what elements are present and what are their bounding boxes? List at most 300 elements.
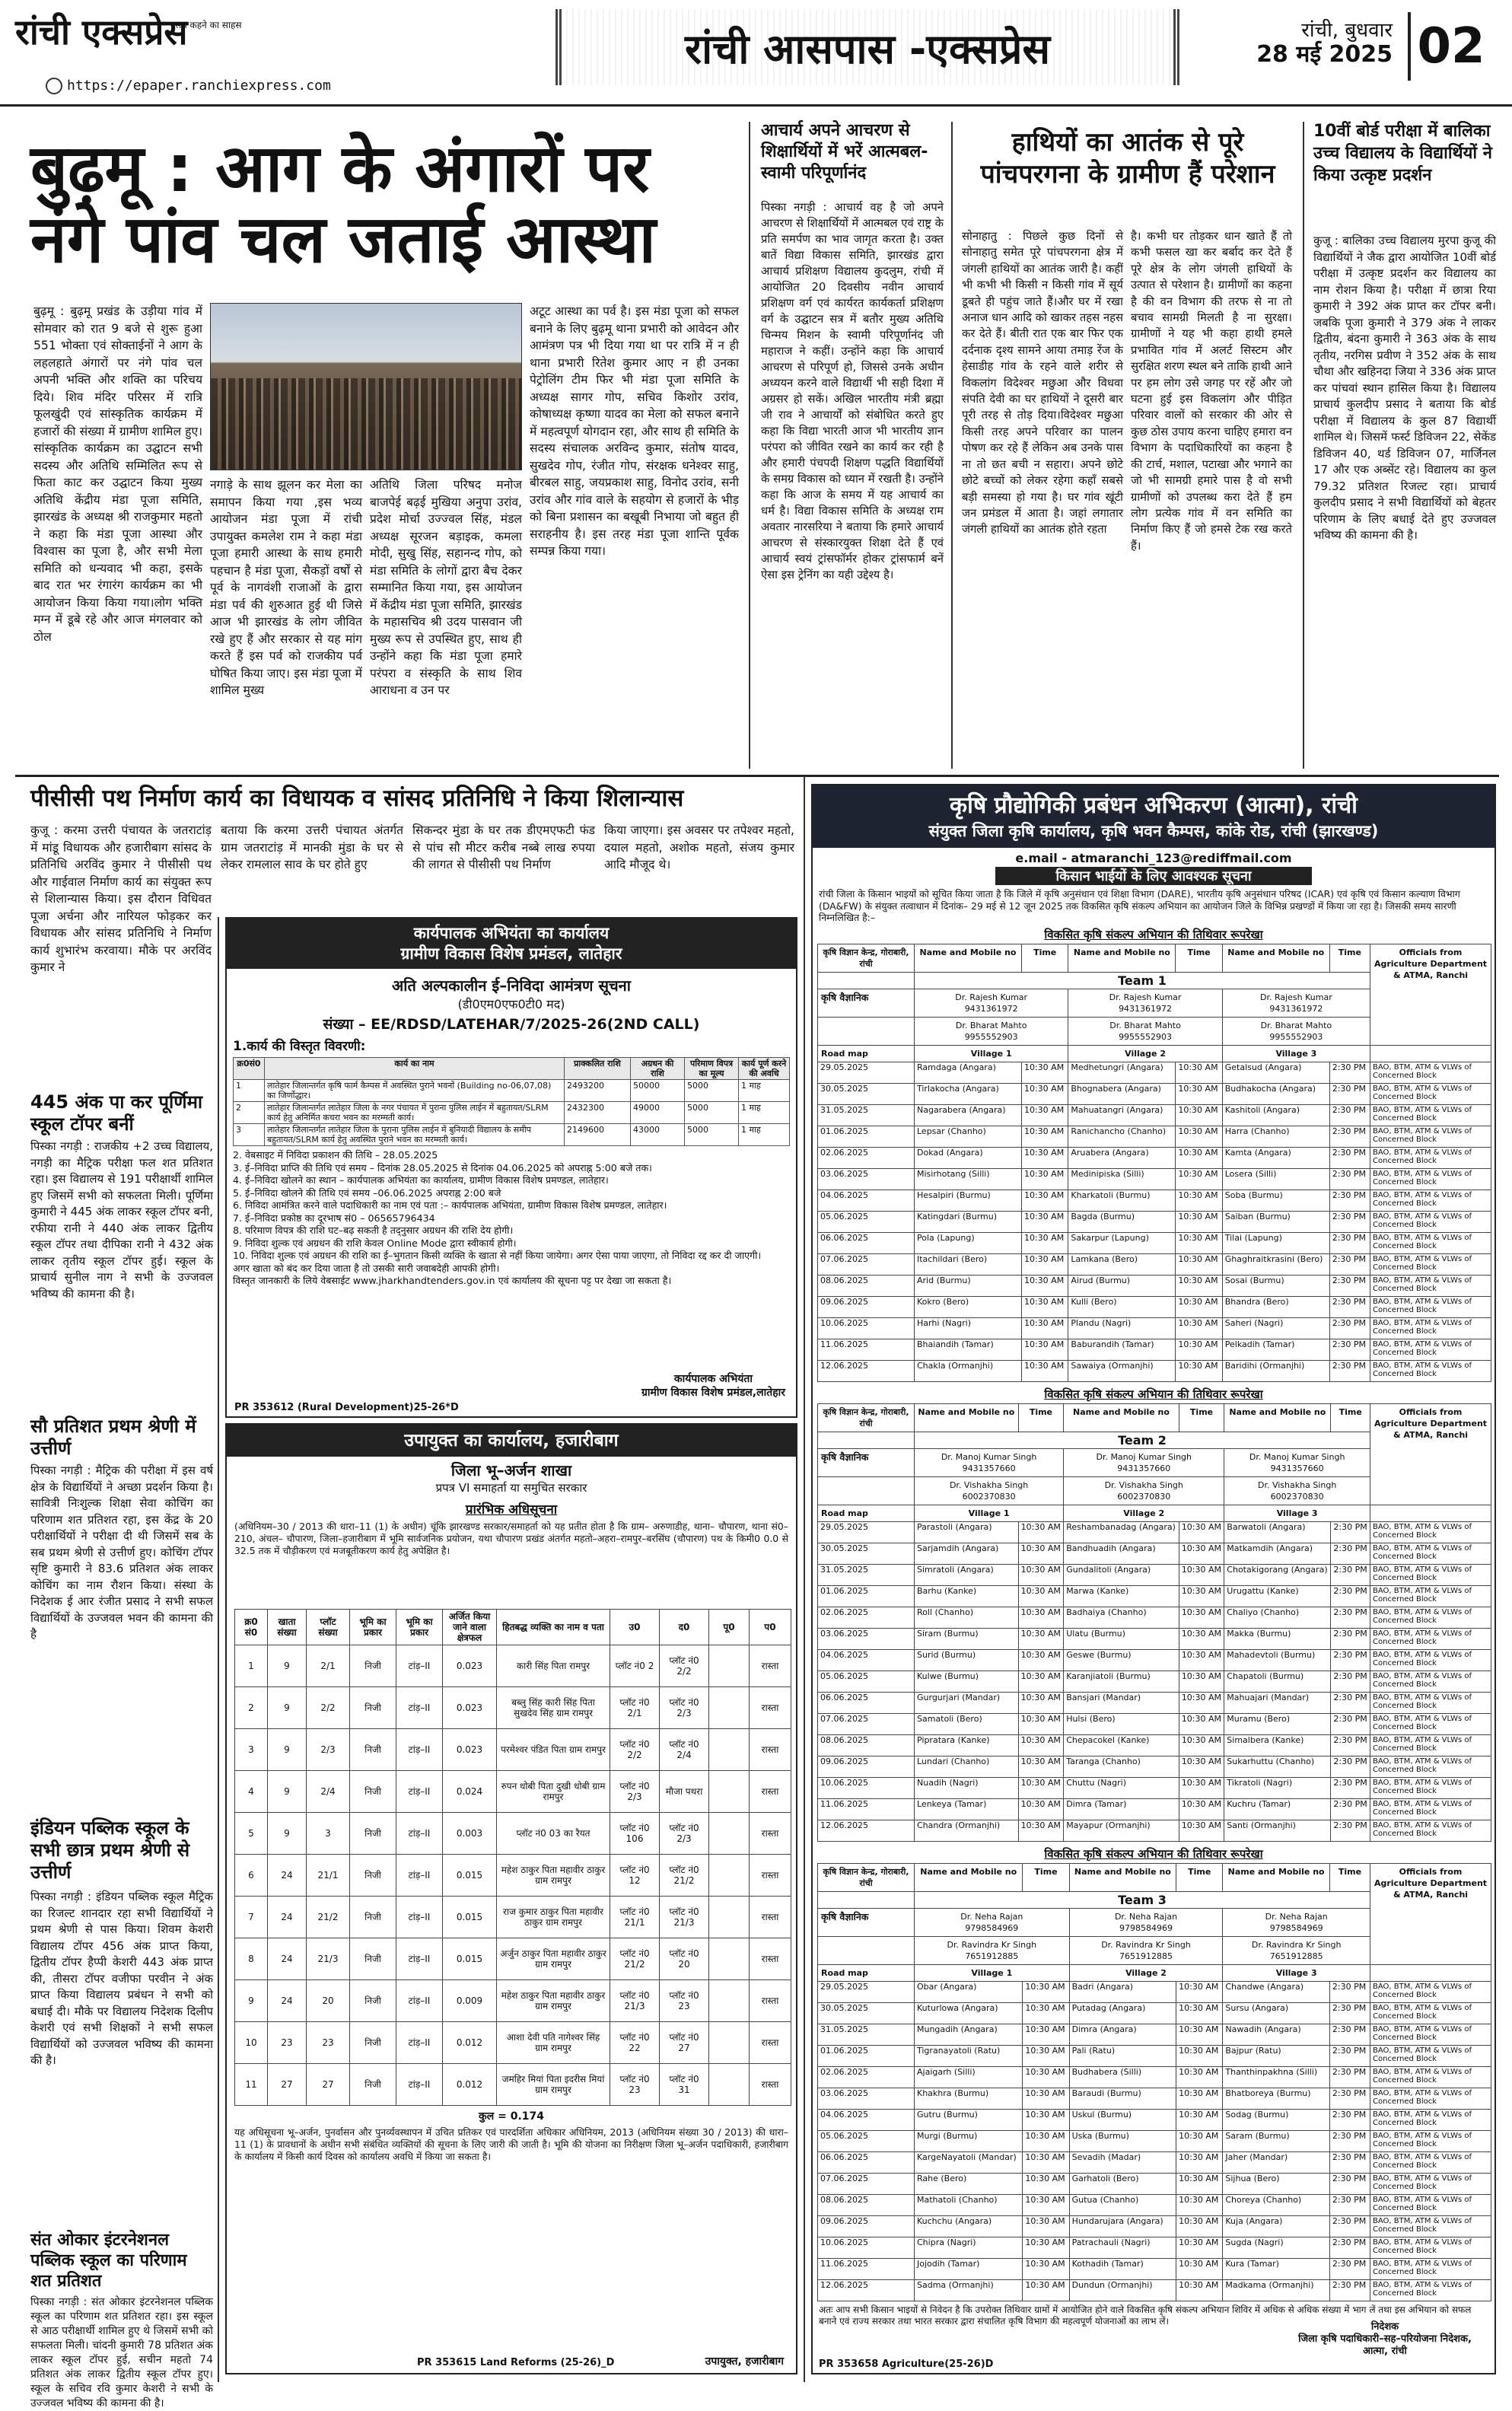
cell: 2:30 PM bbox=[1331, 1798, 1370, 1820]
cell: BAO, BTM, ATM & VLWs of Concerned Block bbox=[1370, 1317, 1491, 1339]
cell: BAO, BTM, ATM & VLWs of Concerned Block bbox=[1370, 2258, 1491, 2279]
cell: 06.06.2025 bbox=[818, 1232, 915, 1253]
cell: Matkamdih (Angara) bbox=[1224, 1543, 1331, 1564]
cell: Gutua (Chanho) bbox=[1069, 2194, 1176, 2215]
cell: Lamkana (Bero) bbox=[1068, 1253, 1176, 1275]
cell: 5 bbox=[235, 1813, 268, 1855]
cell: 0.023 bbox=[443, 1645, 497, 1687]
cell: Name and Mobile no bbox=[1223, 1863, 1330, 1891]
land-rows bbox=[235, 1645, 791, 2106]
atma-title: कृषि प्रौद्योगिकी प्रबंधन अभिकरण (आत्मा), रांची bbox=[950, 792, 1358, 819]
cell: Khakhra (Burmu) bbox=[915, 2088, 1023, 2109]
cell: BAO, BTM, ATM & VLWs of Concerned Block bbox=[1370, 1628, 1491, 1649]
cell: Nawadih (Angara) bbox=[1223, 2024, 1330, 2045]
cell: 10.06.2025 bbox=[818, 1317, 915, 1339]
cell: Gutru (Burmu) bbox=[915, 2109, 1023, 2130]
scientist-phone: 7651912885 bbox=[1119, 1951, 1173, 1961]
cell: Simratoli (Angara) bbox=[915, 1564, 1019, 1585]
table-row bbox=[818, 1317, 1491, 1339]
cell bbox=[709, 2064, 750, 2106]
column-divider bbox=[804, 776, 805, 2382]
cell: 10:30 AM bbox=[1176, 2066, 1223, 2088]
cell: Time bbox=[1179, 1403, 1224, 1432]
cell: 10:30 AM bbox=[1179, 1564, 1224, 1585]
cell: प्लॉट नं0 2/4 bbox=[660, 1729, 709, 1771]
scientist-name: Dr. Bharat Mahto bbox=[1109, 1020, 1181, 1030]
cell: कृषि विज्ञान केन्द्र, गोराबारी, रांची bbox=[818, 1863, 915, 1891]
cell: 07.06.2025 bbox=[818, 1253, 915, 1275]
table-row bbox=[818, 1863, 1491, 1891]
table-row bbox=[818, 2173, 1491, 2194]
aacharya-body: पिस्का नगड़ी : आचार्य वह है जो अपने आचरण से शिक्षार्थियों में आत्मबल एवं राष्ट्र के प्रति समर्पण का भाव जागृत करता है। उक्त बातें विद्या विकास समिति, झारखंड द्वारा आचार्य प्रशिक्षण विद्यालय कुदलुम, रांची में आयोजित 20 दिवसीय नवीन आचार्य प्रशिक्षण वर्ग एवं कार्यरत कार्यकर्ता प्रशिक्षण वर्ग के उद्घाटन सत्र में बतौर मुख्य अतिथि चिन्मय मिशन के स्वामी परिपूर्णानंद जी महाराज ने कहीं। उन्होंने कहा कि आचार्य आचरण से परिपूर्ण हो, जिससे उनके अधीन अध्ययन करने वाले विद्यार्थी भी सही दिशा में अग्रसर हो सकें। अखिल भारतीय मंत्री ब्रह्मा जी राव ने आचार्यों को संबोधित करते हुए कहा कि विद्या भारती आज भी भारतीय ज्ञान परंपरा को जीवित रखने का कार्य कर रही है और हमारी पंचपदी शिक्षण पद्धति विद्यार्थियों के समग्र विकास को ध्यान में रखती है। उन्होंने कहा कि आज के समय में यह आचार्य का धर्म है। विद्या विकास समिति के अध्यक्ष राम अवतार नारसरिया ने बताया कि हमारे आचार्य आचरण से संस्कारयुक्त शिक्षा देते हैं एवं आचार्य स्वयं ट्रांसफॉर्मर होकर ट्रांसफार्म बनें ऐसा इस ट्रेनिंग का यही उद्देश्य है। bbox=[761, 201, 944, 581]
cell: 30.05.2025 bbox=[818, 1543, 915, 1564]
cell: 24 bbox=[268, 1980, 307, 2022]
table-row bbox=[818, 1403, 1491, 1432]
table-row bbox=[818, 1253, 1491, 1275]
cell: Choreya (Chanho) bbox=[1223, 2194, 1330, 2215]
cell: 10:30 AM bbox=[1179, 1585, 1224, 1607]
cell: BAO, BTM, ATM & VLWs of Concerned Block bbox=[1370, 1360, 1491, 1381]
cell: Medinipiska (Silli) bbox=[1068, 1168, 1176, 1190]
cell: Hundarujara (Angara) bbox=[1069, 2215, 1176, 2237]
cell: 20 bbox=[307, 1980, 350, 2022]
cell: 10:30 AM bbox=[1021, 1062, 1068, 1083]
cell: 2/4 bbox=[307, 1771, 350, 1813]
cell: 10:30 AM bbox=[1021, 1360, 1068, 1381]
cell: 10:30 AM bbox=[1018, 1671, 1064, 1692]
cell: Bhaiandih (Tamar) bbox=[915, 1339, 1022, 1360]
cell: BAO, BTM, ATM & VLWs of Concerned Block bbox=[1370, 1756, 1491, 1777]
tender-col: अग्रधन की राशि bbox=[631, 1058, 685, 1080]
cell: 2:30 PM bbox=[1329, 1981, 1370, 2002]
cell: 2149600 bbox=[565, 1124, 631, 1146]
cell: 10:30 AM bbox=[1021, 1275, 1068, 1296]
tender-office: कार्यपालक अभियंता का कार्यालय bbox=[413, 924, 610, 942]
cell: 10:30 AM bbox=[1023, 2024, 1069, 2045]
land-form: प्रपत्र VI समाहर्ता या समुचित सरकार bbox=[435, 1481, 587, 1495]
cell: Mungadih (Angara) bbox=[915, 2024, 1023, 2045]
table-row bbox=[818, 1628, 1491, 1649]
tender-col: कार्य पूर्ण करने की अवधि bbox=[739, 1058, 790, 1080]
cell: 29.05.2025 bbox=[818, 1062, 915, 1083]
cell: Chaliyo (Chanho) bbox=[1224, 1607, 1331, 1628]
cell: 2:30 PM bbox=[1329, 1104, 1370, 1126]
cell: 0.003 bbox=[443, 1813, 497, 1855]
cell: Soba (Burmu) bbox=[1222, 1190, 1329, 1211]
cell: Saiban (Burmu) bbox=[1222, 1211, 1329, 1232]
cell: Chuttu (Nagri) bbox=[1064, 1777, 1179, 1798]
cell: टांड़–II bbox=[396, 1938, 443, 1980]
tender-table bbox=[233, 1057, 790, 1146]
cell: 10:30 AM bbox=[1021, 1126, 1068, 1147]
table-row bbox=[234, 1124, 790, 1146]
cell: Surid (Burmu) bbox=[915, 1649, 1019, 1671]
cell: BAO, BTM, ATM & VLWs of Concerned Block bbox=[1370, 2194, 1491, 2215]
cell: प्लॉट नं0 2/3 bbox=[610, 1771, 660, 1813]
cell: 10:30 AM bbox=[1021, 1253, 1068, 1275]
cell bbox=[1223, 1936, 1370, 1964]
land-col: द0 bbox=[660, 1610, 709, 1645]
cell: 21/3 bbox=[307, 1938, 350, 1980]
cell: 10:30 AM bbox=[1176, 1062, 1222, 1083]
cell: निजी bbox=[350, 1938, 396, 1980]
cell: 2:30 PM bbox=[1329, 1339, 1370, 1360]
table-row bbox=[818, 2151, 1491, 2173]
cell: BAO, BTM, ATM & VLWs of Concerned Block bbox=[1370, 1275, 1491, 1296]
cell: प्लॉट नं0 2/3 bbox=[660, 1687, 709, 1729]
atma-notice bbox=[811, 784, 1496, 2374]
scientist-phone: 9955552903 bbox=[964, 1031, 1018, 1042]
first-div-headline[interactable]: सौ प्रतिशत प्रथम श्रेणी में उत्तीर्ण bbox=[30, 1416, 196, 1459]
atma-notice-title: किसान भाईयों के लिए आवश्यक सूचना bbox=[995, 867, 1312, 885]
cell: टांड़–II bbox=[396, 2064, 443, 2106]
cell: 03.06.2025 bbox=[818, 1628, 915, 1649]
cell: BAO, BTM, ATM & VLWs of Concerned Block bbox=[1370, 1253, 1491, 1275]
cell: 2:30 PM bbox=[1329, 1062, 1370, 1083]
cell: बब्लु सिंह कारी सिंह पिता सुखदेव सिंह ग्राम रामपुर bbox=[497, 1687, 610, 1729]
cell bbox=[709, 1729, 750, 1771]
cell: Nagarabera (Angara) bbox=[915, 1104, 1022, 1126]
cell: BAO, BTM, ATM & VLWs of Concerned Block bbox=[1370, 1692, 1491, 1713]
cell: 10:30 AM bbox=[1023, 2237, 1069, 2258]
cell: रास्ता bbox=[750, 1897, 791, 1938]
cell: BAO, BTM, ATM & VLWs of Concerned Block bbox=[1370, 2173, 1491, 2194]
cell: 10:30 AM bbox=[1176, 2130, 1223, 2151]
cell: Time bbox=[1176, 944, 1222, 972]
cell: Kharkatoli (Burmu) bbox=[1068, 1190, 1176, 1211]
cell: 9 bbox=[268, 1813, 307, 1855]
sant-onkar-headline[interactable]: संत ओकार इंटरनेशनल पब्लिक स्कूल का परिणाम शत प्रतिशत bbox=[30, 2231, 187, 2291]
table-row bbox=[818, 2088, 1491, 2109]
cell: Kothadih (Tamar) bbox=[1069, 2258, 1176, 2279]
cell: BAO, BTM, ATM & VLWs of Concerned Block bbox=[1370, 1126, 1491, 1147]
cell: 10:30 AM bbox=[1179, 1521, 1224, 1543]
table-row bbox=[818, 2066, 1491, 2088]
cell: Team 3 bbox=[915, 1891, 1370, 1908]
cell: प्लॉट नं0 106 bbox=[610, 1813, 660, 1855]
cell: Murgi (Burmu) bbox=[915, 2130, 1023, 2151]
land-col: खाता संख्या bbox=[268, 1610, 307, 1645]
tender-sign-1: कार्यपालक अभियंता bbox=[673, 1373, 753, 1385]
cell: 10:30 AM bbox=[1176, 2173, 1223, 2194]
cell: 10:30 AM bbox=[1018, 1756, 1064, 1777]
cell: 5000 bbox=[685, 1080, 739, 1102]
cell: 02.06.2025 bbox=[818, 1147, 915, 1168]
cell bbox=[818, 1936, 915, 1964]
cell: Kamta (Angara) bbox=[1222, 1147, 1329, 1168]
cell: 10:30 AM bbox=[1176, 1104, 1222, 1126]
cell: Losera (Silli) bbox=[1222, 1168, 1329, 1190]
cell: कारी सिंह पिता रामपुर bbox=[497, 1645, 610, 1687]
cell: 9 bbox=[268, 1771, 307, 1813]
cell: Patrachauli (Nagri) bbox=[1069, 2237, 1176, 2258]
cell: Bhandra (Bero) bbox=[1222, 1296, 1329, 1317]
cell: BAO, BTM, ATM & VLWs of Concerned Block bbox=[1370, 1585, 1491, 1607]
land-col: भूमि का प्रकार bbox=[396, 1610, 443, 1645]
cell: Village 3 bbox=[1222, 1045, 1370, 1062]
cell bbox=[818, 972, 915, 989]
schedule-title: विकसित कृषि संकल्प अभियान की तिथिवार रूपरेखा bbox=[1044, 1387, 1263, 1401]
cell: 29.05.2025 bbox=[818, 1521, 915, 1543]
land-col: पू0 bbox=[709, 1610, 750, 1645]
table-row bbox=[818, 2258, 1491, 2279]
cell: Road map bbox=[818, 1964, 915, 1981]
scientist-name: Dr. Bharat Mahto bbox=[955, 1020, 1027, 1030]
tender-item: 7. ई–निविदा प्रकोष्ठ का दूरभाष सं0 – 06565796434 bbox=[233, 1212, 435, 1224]
cell: 2:30 PM bbox=[1329, 1168, 1370, 1190]
cell: Name and Mobile no bbox=[1224, 1403, 1331, 1432]
land-title: प्रारंभिक अधिसूचना bbox=[465, 1502, 558, 1518]
scientist-name: Dr. Manoj Kumar Singh bbox=[1096, 1451, 1192, 1462]
cell: Tikratoli (Nagri) bbox=[1224, 1777, 1331, 1798]
cell: 0.012 bbox=[443, 2022, 497, 2064]
cell: Gurgurjari (Mandar) bbox=[915, 1692, 1019, 1713]
table-row bbox=[818, 1083, 1491, 1104]
cell: रुपन धोबी पिता दुखी धोबी ग्राम रामपुर bbox=[497, 1771, 610, 1813]
cell: कृषि विज्ञान केन्द्र, गोराबारी, रांची bbox=[818, 944, 915, 972]
cell: Village 2 bbox=[1068, 1045, 1222, 1062]
cell: Ramdaga (Angara) bbox=[915, 1062, 1022, 1083]
cell: 09.06.2025 bbox=[818, 2215, 915, 2237]
cell: Samatoli (Bero) bbox=[915, 1713, 1019, 1734]
table-row bbox=[818, 1232, 1491, 1253]
cell: 2/3 bbox=[307, 1729, 350, 1771]
scientist-name: Dr. Vishakha Singh bbox=[1257, 1479, 1337, 1490]
table-row bbox=[235, 1980, 791, 2022]
cell: 10:30 AM bbox=[1021, 1083, 1068, 1104]
cell bbox=[818, 1891, 915, 1908]
cell: Itachildari (Bero) bbox=[915, 1253, 1022, 1275]
cell: निजी bbox=[350, 1813, 396, 1855]
cell: 10:30 AM bbox=[1023, 2045, 1069, 2066]
pcc-headline[interactable]: पीसीसी पथ निर्माण कार्य का विधायक व सांसद प्रतिनिधि ने किया शिलान्यास bbox=[30, 785, 684, 812]
table-row bbox=[235, 1855, 791, 1897]
cell: 08.06.2025 bbox=[818, 1734, 915, 1756]
cell: Sevadih (Madar) bbox=[1069, 2151, 1176, 2173]
scientist-name: Dr. Manoj Kumar Singh bbox=[941, 1451, 1037, 1462]
cell: 9 bbox=[268, 1687, 307, 1729]
cell: 10:30 AM bbox=[1176, 2024, 1223, 2045]
cell: परमेश्वर पंडित पिता ग्राम रामपुर bbox=[497, 1729, 610, 1771]
cell: Mahadevtoli (Burmu) bbox=[1224, 1649, 1331, 1671]
cell: 10:30 AM bbox=[1021, 1296, 1068, 1317]
topper-story-headline[interactable]: 445 अंक पा कर पूर्णिमा स्कूल टॉपर बनीं bbox=[30, 1091, 203, 1135]
cell: Hulsi (Bero) bbox=[1064, 1713, 1179, 1734]
lead-col-2: नगाड़े के साथ झूलन कर मेला का समापन किया गया ,इस भव्य आयोजन मंडा पूजा में रांची उपायुक्त कमलेश राम ने कहा मंडा पूजा हमारी आस्था के साथ हमारी पहचान है मंडा पूजा, सैकड़ों वर्षों से पूर्व के नागवंशी राजाओं के द्वारा मंडा पर्व की शुरुआत हुई थी जिसे आज भी झारखंड के लोग जीवित रखे हुए हैं और सरकार से यह मांग करते हैं इस पर्व को राजकीय पर्व घोषित किया जाए। इस मंडा पूजा में शामिल मुख्य bbox=[210, 478, 362, 697]
scientist-phone: 7651912885 bbox=[965, 1951, 1019, 1961]
cell: 04.06.2025 bbox=[818, 2109, 915, 2130]
cell: 29.05.2025 bbox=[818, 1981, 915, 2002]
cell: Village 3 bbox=[1223, 1964, 1370, 1981]
cell: Barwatoli (Angara) bbox=[1224, 1521, 1331, 1543]
cell: Dimra (Angara) bbox=[1069, 2024, 1176, 2045]
cell: Urugattu (Kanke) bbox=[1224, 1585, 1331, 1607]
cell bbox=[1064, 1448, 1224, 1476]
cell: BAO, BTM, ATM & VLWs of Concerned Block bbox=[1370, 2215, 1491, 2237]
cell: 01.06.2025 bbox=[818, 1585, 915, 1607]
cell: 10:30 AM bbox=[1176, 2151, 1223, 2173]
cell: 10:30 AM bbox=[1023, 1981, 1069, 2002]
cell: 2/1 bbox=[307, 1645, 350, 1687]
cell: प्लॉट नं0 2 bbox=[610, 1645, 660, 1687]
cell: 2 bbox=[235, 1687, 268, 1729]
cell: प्लॉट नं0 03 का रैयत bbox=[497, 1813, 610, 1855]
cell: BAO, BTM, ATM & VLWs of Concerned Block bbox=[1370, 2151, 1491, 2173]
cell: Kuchru (Tamar) bbox=[1224, 1798, 1331, 1820]
cell: 10:30 AM bbox=[1021, 1232, 1068, 1253]
table-row bbox=[818, 2024, 1491, 2045]
aacharya-headline[interactable]: आचार्य अपने आचरण से शिक्षार्थियों में भरें आत्मबल- स्वामी परिपूर्णानंद bbox=[761, 121, 928, 183]
cell: Uska (Burmu) bbox=[1069, 2130, 1176, 2151]
table-row bbox=[235, 1687, 791, 1729]
indian-public-headline[interactable]: इंडियन पब्लिक स्कूल के सभी छात्र प्रथम श्रेणी से उत्तीर्ण bbox=[30, 1817, 190, 1883]
cell: 08.06.2025 bbox=[818, 2194, 915, 2215]
cell: 10:30 AM bbox=[1176, 1339, 1222, 1360]
cell: Lepsar (Chanho) bbox=[915, 1126, 1022, 1147]
cell bbox=[915, 1908, 1070, 1936]
cell: Madkama (Ormanjhi) bbox=[1223, 2279, 1330, 2301]
cell bbox=[915, 1936, 1070, 1964]
lead-headline[interactable] bbox=[30, 131, 753, 278]
cell: Village 3 bbox=[1224, 1505, 1370, 1521]
cell: प्लॉट नं0 23 bbox=[660, 1980, 709, 2022]
cell: Officials from Agriculture Department & ATMA, Ranchi bbox=[1370, 1403, 1491, 1505]
cell: 2:30 PM bbox=[1329, 1253, 1370, 1275]
cell: कृषि विज्ञान केन्द्र, गोराबारी, रांची bbox=[818, 1403, 915, 1432]
cell: 30.05.2025 bbox=[818, 1083, 915, 1104]
cell: 7 bbox=[235, 1897, 268, 1938]
scientist-name: Dr. Bharat Mahto bbox=[1260, 1020, 1332, 1030]
indian-public-body: पिस्का नगड़ी : इंडियन पब्लिक स्कूल मैट्रिक का रिजल्ट शानदार रहा सभी विद्यार्थियों ने प्रथम श्रेणी से पास किया। शिवम केशरी विद्यालय टॉपर 456 अंक प्राप्त किया, द्वितीय टॉपर हैप्पी केशरी 443 अंक प्राप्त की, तीसरा टॉपर वजीफा परवीन ने अंक प्राप्त किया विद्यालय प्रबंधन ने सभी को बधाई दी। मौके पर विद्यालय निदेशक दिलीप केशरी एवं सभी शिक्षकों ने सभी सफल विद्यार्थियों को उज्जवल भविष्य की कामना की है। bbox=[30, 1890, 213, 2067]
team-table bbox=[817, 944, 1491, 1382]
table-row bbox=[818, 2279, 1491, 2301]
cell: 07.06.2025 bbox=[818, 1713, 915, 1734]
cell: Bhognabera (Angara) bbox=[1068, 1083, 1176, 1104]
cell: Dokad (Angara) bbox=[915, 1147, 1022, 1168]
cell: रास्ता bbox=[750, 1645, 791, 1687]
cell: 0.015 bbox=[443, 1938, 497, 1980]
tender-item: 6. निविदा आमंत्रित करने वाले पदाधिकारी का नाम एवं पता :– कार्यपालक अभियंता, ग्रामीण विकास विशेष प्रमण्डल, लातेहार। bbox=[233, 1199, 667, 1211]
cell: 10:30 AM bbox=[1018, 1734, 1064, 1756]
cell: 24 bbox=[268, 1938, 307, 1980]
city-day: रांची, बुधवार bbox=[1301, 19, 1393, 42]
table-row bbox=[818, 2109, 1491, 2130]
cell: Hesalpiri (Burmu) bbox=[915, 1190, 1022, 1211]
cell: 10:30 AM bbox=[1023, 2088, 1069, 2109]
column-divider bbox=[218, 917, 219, 2382]
cell: 2:30 PM bbox=[1329, 1232, 1370, 1253]
newspaper-logo[interactable]: रांची एक्सप्रेस bbox=[15, 11, 188, 53]
lead-photo[interactable] bbox=[210, 303, 522, 470]
scientist-name: Dr. Rajesh Kumar bbox=[1109, 992, 1182, 1002]
cell: 10:30 AM bbox=[1179, 1607, 1224, 1628]
cell: 12.06.2025 bbox=[818, 1360, 915, 1381]
epaper-url[interactable] bbox=[46, 78, 331, 94]
table-row bbox=[235, 1771, 791, 1813]
cell: 10 bbox=[235, 2022, 268, 2064]
cell: रास्ता bbox=[750, 1687, 791, 1729]
cell: 04.06.2025 bbox=[818, 1190, 915, 1211]
scientist-phone: 9431361972 bbox=[964, 1003, 1018, 1014]
url-text[interactable]: https://epaper.ranchiexpress.com bbox=[67, 78, 331, 94]
cell: BAO, BTM, ATM & VLWs of Concerned Block bbox=[1370, 1564, 1491, 1585]
cell: Mayapur (Ormanjhi) bbox=[1064, 1820, 1179, 1841]
cell: निजी bbox=[350, 2064, 396, 2106]
cell: 31.05.2025 bbox=[818, 1104, 915, 1126]
cell: 06.06.2025 bbox=[818, 2151, 915, 2173]
cell: 2:30 PM bbox=[1329, 2045, 1370, 2066]
cell bbox=[709, 1687, 750, 1729]
cell: रास्ता bbox=[750, 1855, 791, 1897]
cell: 1 माह bbox=[739, 1080, 790, 1102]
table-row bbox=[818, 1607, 1491, 1628]
cell: Time bbox=[1329, 944, 1370, 972]
page-number: 02 bbox=[1408, 12, 1491, 81]
cell: BAO, BTM, ATM & VLWs of Concerned Block bbox=[1370, 1147, 1491, 1168]
issue-date: 28 मई 2025 bbox=[1256, 41, 1393, 68]
cell: BAO, BTM, ATM & VLWs of Concerned Block bbox=[1370, 1820, 1491, 1841]
haathi-headline[interactable] bbox=[960, 126, 1295, 190]
tender-items bbox=[233, 1149, 790, 1288]
cell: Team 2 bbox=[915, 1432, 1370, 1448]
cell: निजी bbox=[350, 1645, 396, 1687]
section-divider bbox=[15, 775, 1499, 777]
cell: निजी bbox=[350, 1855, 396, 1897]
table-row bbox=[235, 1645, 791, 1687]
cell: आशा देवी पति नागेश्वर सिंह ग्राम रामपुर bbox=[497, 2022, 610, 2064]
atma-pr: PR 353658 Agriculture(25-26)D bbox=[819, 2358, 994, 2370]
table-row bbox=[818, 2194, 1491, 2215]
haathi-col-2: है। कभी घर तोड़कर धान खाते हैं तो कभी फसल खा कर बर्बाद कर देते हैं पूरे क्षेत्र के लोग जंगली हाथियों के उत्पात से परेशान है। ग्रामीणों का कहना है की वन विभाग की तरफ से ना तो बचाव सामग्री मिलती है ना सुरक्षा।ग्रामीणों ने यह भी कहा हाथी हमले प्रभावित गांव में अलर्ट सिस्टम और सुरक्षित शरण स्थल बने ताकि हाथी आने पर हम लोग उसे जगह पर रहें और जो घटना हुई इस विकलांग और पीड़ित परिवार वालों को सरकार की ओर से कुछ ठोस उपाय करना चाहिए हमारा वन विभाग के पदाधिकारियों का कहना है की टार्च, मशाल, पटाखा और भगाने का जो भी सामग्री हमारे पास है वो सभी ग्रामीणों को उपलब्ध करा देते हैं हम लोग प्रत्येक गांव में वन समिति का निर्माण किए हैं जो हमसे टेक रख करते हैं। bbox=[1131, 230, 1292, 553]
cell: BAO, BTM, ATM & VLWs of Concerned Block bbox=[1370, 1083, 1491, 1104]
atma-email[interactable]: e.mail - atmaranchi_123@rediffmail.com bbox=[1015, 851, 1292, 865]
cell: Chandwe (Angara) bbox=[1223, 1981, 1330, 2002]
cell bbox=[1068, 989, 1222, 1017]
haathi-headline-line2: पांचपरगना के ग्रामीण हैं परेशान bbox=[980, 159, 1275, 190]
cell: 2:30 PM bbox=[1329, 2279, 1370, 2301]
cell: Village 1 bbox=[915, 1045, 1068, 1062]
cell bbox=[709, 1645, 750, 1687]
table-row bbox=[818, 1820, 1491, 1841]
cell: कृषि वैज्ञानिक bbox=[818, 1908, 915, 1936]
cell: Mahuatangri (Angara) bbox=[1068, 1104, 1176, 1126]
table-row bbox=[818, 1505, 1491, 1521]
cell: लातेहार जिलान्तर्गत लातेहार जिला के पुराना पुलिस लाईन में बुनियादी विद्यालय के समीप बहुतायत/SLRM कार्य हेतु अवस्थित पुराने भवन का मरम्मती कार्य। bbox=[265, 1124, 565, 1146]
cell: Sodag (Burmu) bbox=[1223, 2109, 1330, 2130]
topper-headline[interactable]: 10वीं बोर्ड परीक्षा में बालिका उच्च विद्यालय के विद्यार्थियों ने किया उत्कृष्ट प्रदर्शन bbox=[1313, 122, 1492, 185]
cell: 30.05.2025 bbox=[818, 2002, 915, 2024]
cell: 10:30 AM bbox=[1176, 1981, 1223, 2002]
table-row bbox=[818, 1126, 1491, 1147]
cell: 10:30 AM bbox=[1179, 1734, 1224, 1756]
cell: 02.06.2025 bbox=[818, 2066, 915, 2088]
table-row bbox=[818, 2130, 1491, 2151]
land-col: उ0 bbox=[610, 1610, 660, 1645]
cell: Harhi (Nagri) bbox=[915, 1317, 1022, 1339]
cell: 10:30 AM bbox=[1018, 1628, 1064, 1649]
cell: 10:30 AM bbox=[1018, 1585, 1064, 1607]
topper-body: कुजू : बालिका उच्च विद्यालय मुरपा कुजू की विद्यार्थियों ने जैक द्वारा आयोजित 10वीं बोर्ड परीक्षा में उत्कृष्ट प्रदर्शन कर विद्यालय का नाम रोशन किया है। परीक्षा में छात्रा रिया कुमारी ने 392 अंक प्राप्त कर टॉपर बनी। जबकि पूजा कुमारी ने 379 अंक ने लाकर द्वितीय, बंदना कुमारी ने 363 अंक के साथ तृतीय, नरगिस प्रवीण ने 352 अंक के साथ चौथा और खहिनदा जिया ने 336 अंक प्राप्त कर पांचवां स्थान हासिल किया है। विद्यालय प्राचार्य कुलदीप प्रसाद ने बताया कि बोर्ड परीक्षा में विद्यालय के कुल 87 विद्यार्थी शामिल थे। जिसमें फर्स्ट डिविजन 22, सेकेंड डिविजन 40, थर्ड डिविजन 07, मार्जिनल 17 और एक अब्सेंट रहे। विद्यालय का कुल 79.32 प्रतिशत रिजल्ट रहा। प्राचार्य कुलदीप प्रसाद ने सभी विद्यार्थियों को बेहतर परिणाम के लिए बधाई देते हुए उज्जवल भविष्य की कामना की है। bbox=[1313, 234, 1496, 542]
cell: Village 2 bbox=[1064, 1505, 1224, 1521]
cell: Katingdari (Burmu) bbox=[915, 1211, 1022, 1232]
land-notice bbox=[225, 1423, 797, 2374]
cell: 10:30 AM bbox=[1179, 1756, 1224, 1777]
cell: Medhetungri (Angara) bbox=[1068, 1062, 1176, 1083]
cell: 10:30 AM bbox=[1176, 1275, 1222, 1296]
cell: निजी bbox=[350, 1980, 396, 2022]
tender-division: ग्रामीण विकास विशेष प्रमंडल, लातेहार bbox=[400, 944, 622, 963]
tender-pr: PR 353612 (Rural Development)25-26*D bbox=[234, 1402, 459, 1413]
